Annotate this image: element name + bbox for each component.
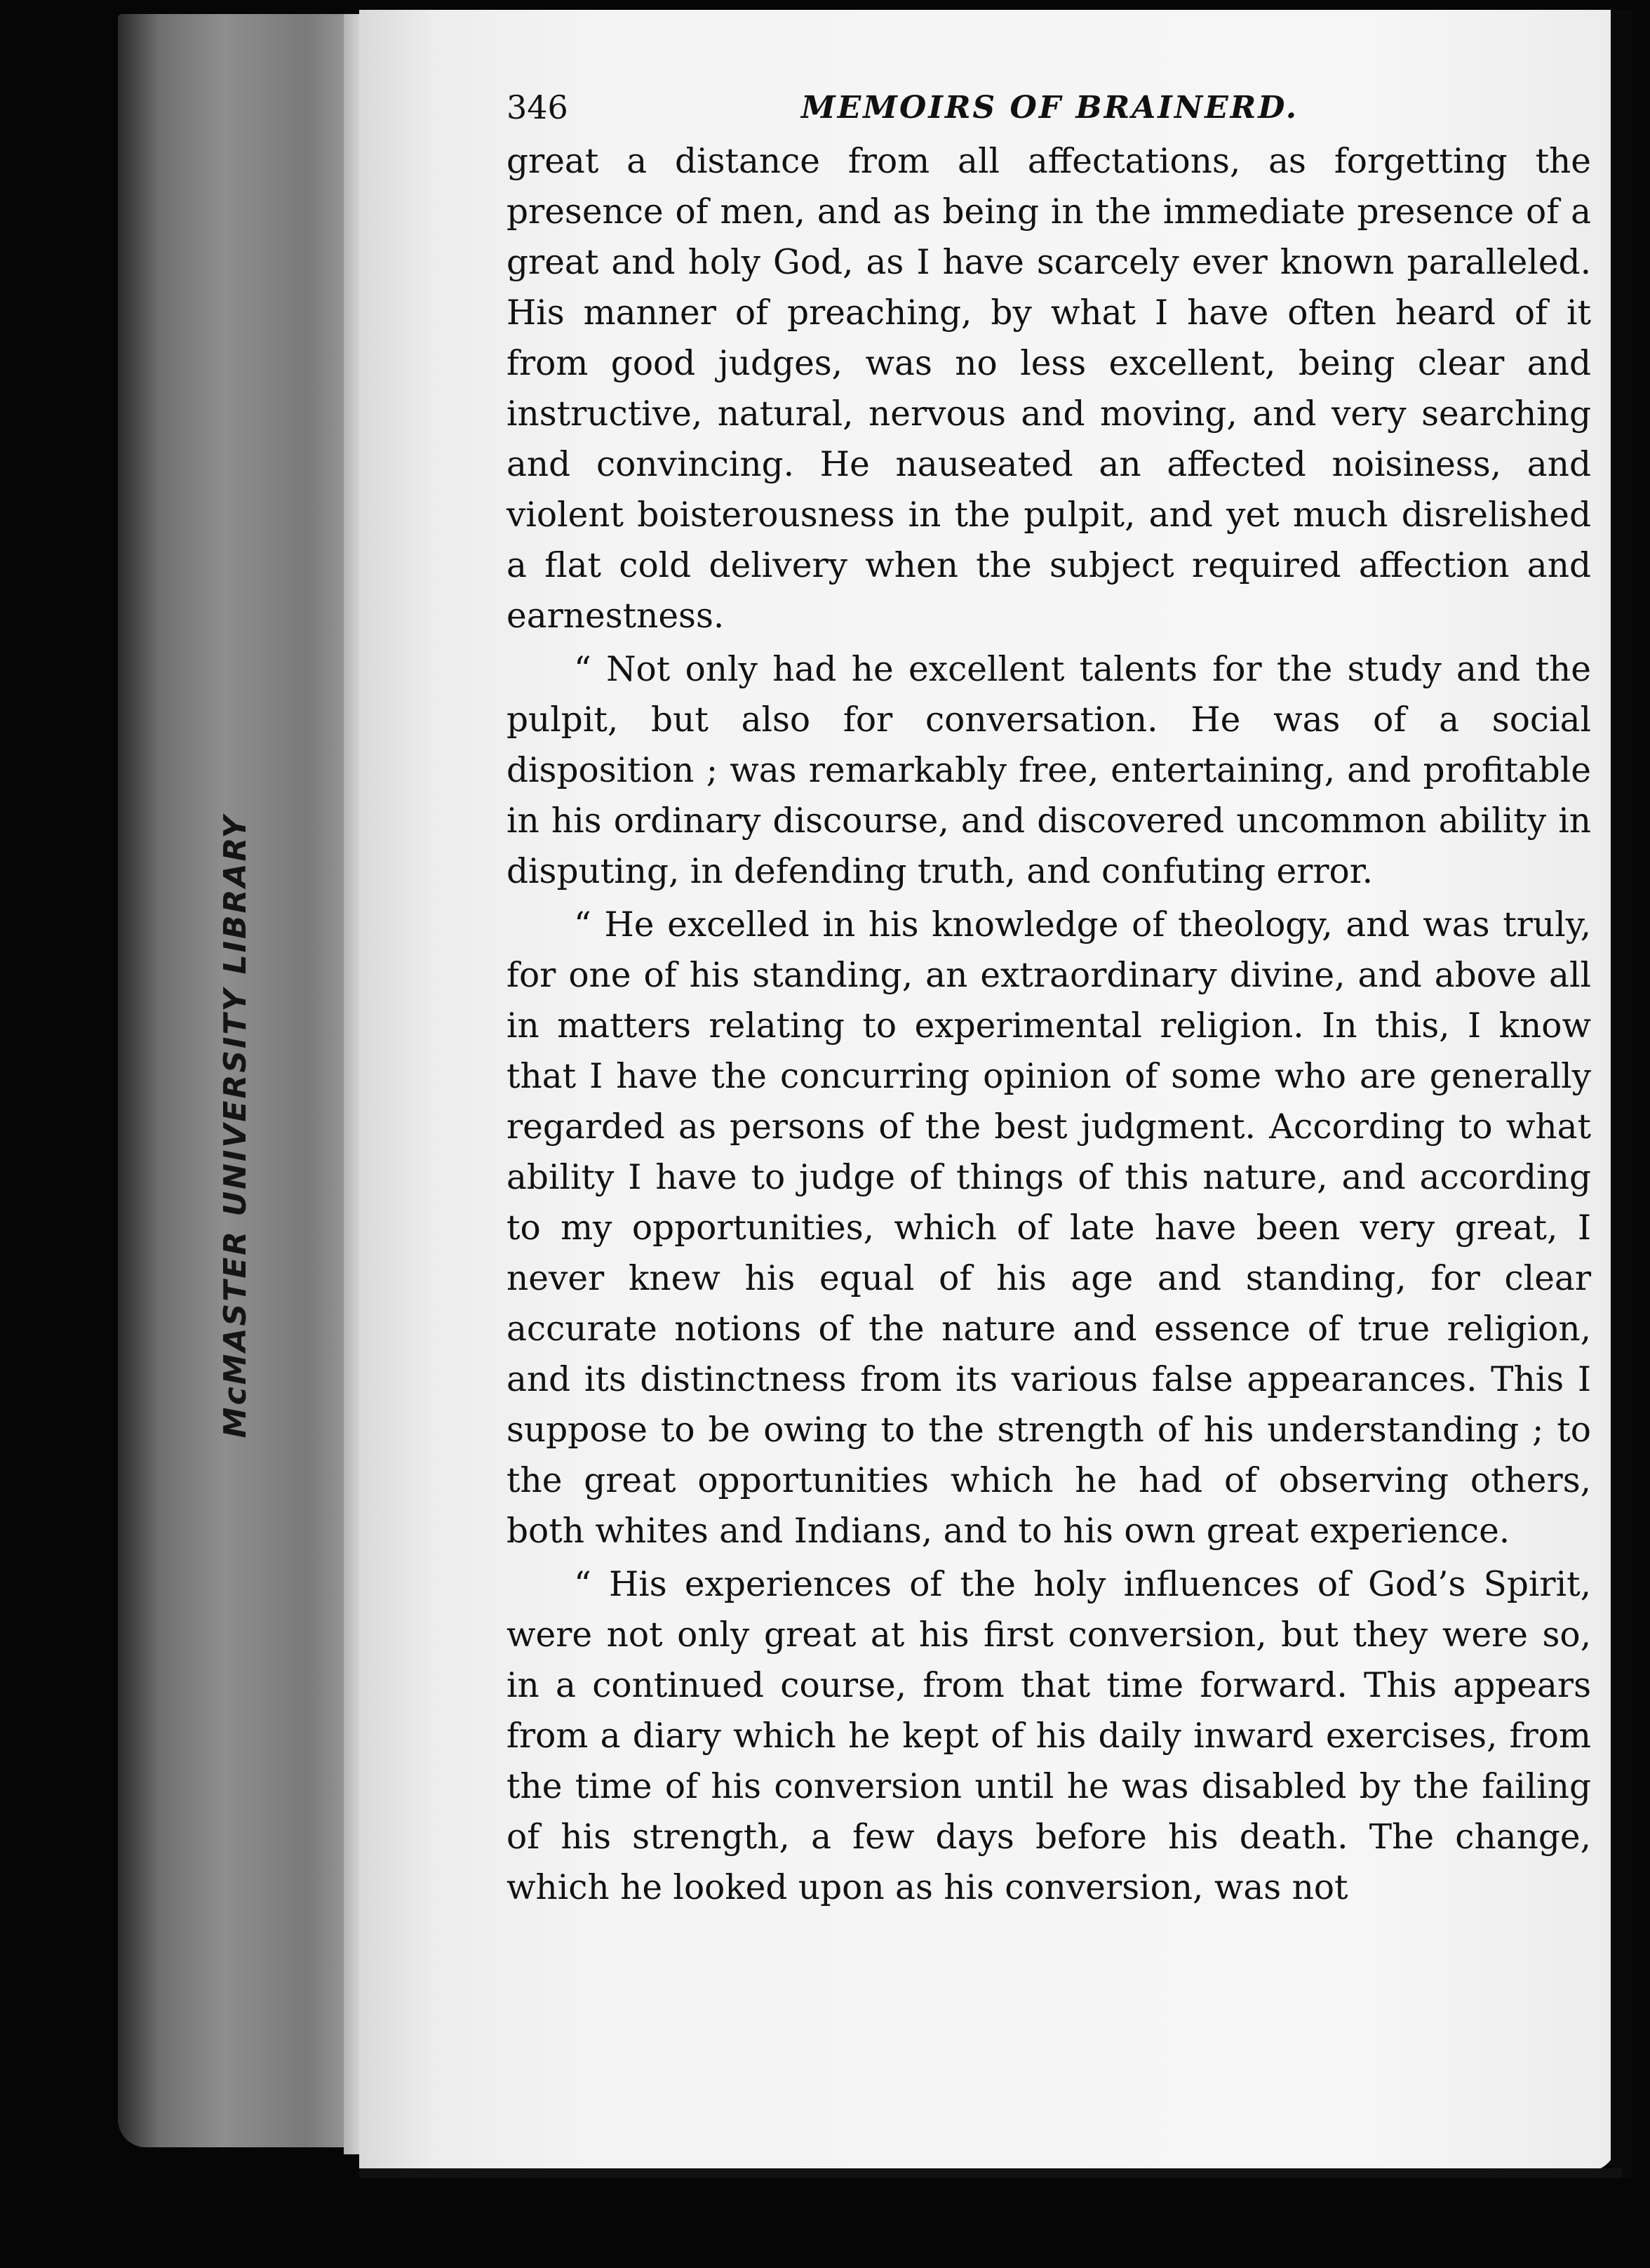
page-number: 346 bbox=[507, 88, 568, 126]
running-head bbox=[507, 76, 1591, 136]
paragraph: great a distance from all affectations, as forgetting the presence of men, and as being in the immediate presence of a great and holy God, as I have scarcely ever known paralleled. His manner of preaching, by what I have often heard of it from good judges, was no less excellent, being clear and instructive, natural, nervous and moving, and very searching and convincing. He nauseated an affected noisiness, and violent boisterousness in the pulpit, and yet much disrelished a flat cold delivery when the subject required affection and earnestness. bbox=[507, 142, 1591, 636]
library-stamp bbox=[215, 789, 257, 1462]
library-stamp-text: McMASTER UNIVERSITY LIBRARY bbox=[217, 813, 254, 1438]
paragraph: “ His experiences of the holy influences of God’s Spirit, were not only great at his first conversion, but they were so, in a continued course, from that time forward. This appears from a diary which he kept of his daily inward exercises, from the time of his conversion until he was disabled by the failing of his strength, a few days before his death. The change, which he looked upon as his conversion, was not bbox=[507, 1565, 1591, 1907]
page-gutter-edge bbox=[344, 14, 361, 2154]
page-content bbox=[507, 76, 1591, 1913]
paragraph: “ Not only had he excellent talents for the study and the pulpit, but also for conversation. He was of a social disposition ; was remarkably free, entertaining, and profitable in his ordinary discourse, and discovered uncommon ability in disputing, in defending truth, and confuting error. bbox=[507, 650, 1591, 891]
paragraph: “ He excelled in his knowledge of theology, and was truly, for one of his standing, an extraordinary divine, and above all in matters relating to experimental religion. In this, I know that I have the concurring opinion of some who are generally regarded as persons of the best judgment. According to what ability I have to judge of things of this nature, and according to my opportunities, which of late have been very great, I never knew his equal of his age and standing, for clear accurate notions of the nature and essence of true religion, and its distinctness from its various false appearances. This I suppose to be owing to the strength of his understanding ; to the great opportunities which he had of observing others, both whites and Indians, and to his own great experience. bbox=[507, 905, 1591, 1551]
page-bottom-border bbox=[359, 2168, 1622, 2178]
page-right-border bbox=[1611, 10, 1632, 2178]
running-title: MEMOIRS OF BRAINERD. bbox=[801, 90, 1299, 126]
